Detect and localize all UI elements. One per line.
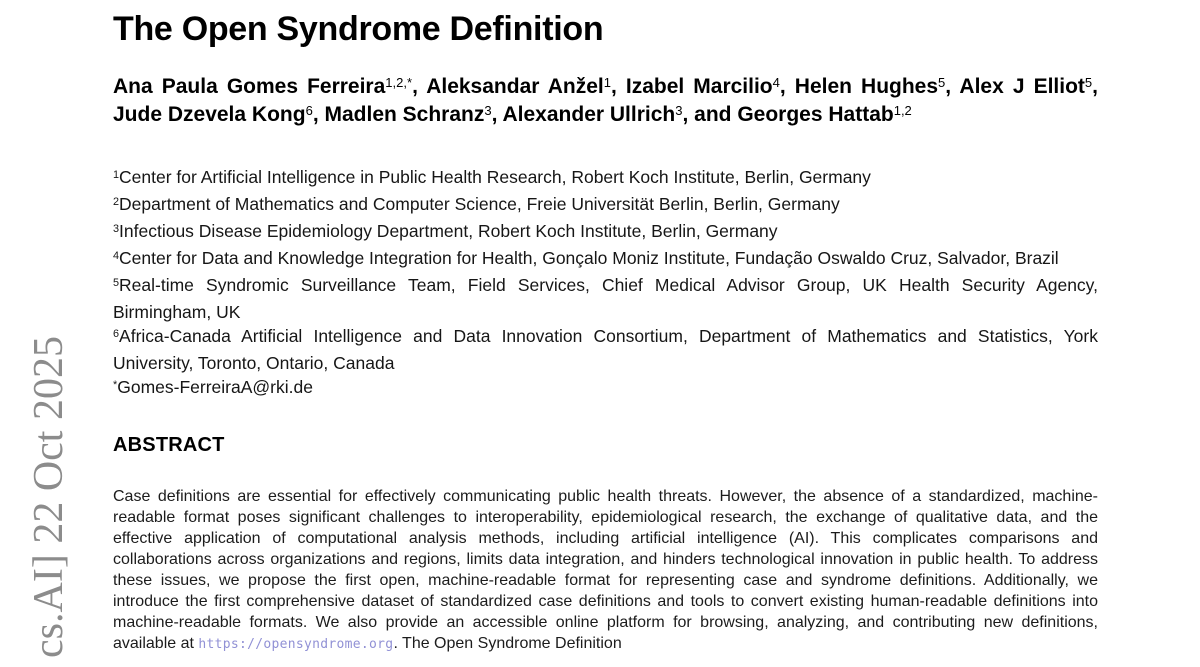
author-affiliation-superscript: 3 <box>675 102 683 118</box>
affiliation-item <box>113 324 1098 375</box>
paper-title: The Open Syndrome Definition <box>113 10 604 48</box>
abstract-text: Case definitions are essential for effectively communicating public health threats. However, the absence of a standardized, machine-readable format poses significant challenges to interoperability, epidemiological research, the exchange of qualitative data, and the effective application of computational analysis methods, including artificial intelligence (AI). This complicates comparisons and collaborations across organizations and regions, limits data integration, and hinders technological innovation in public health. To address these issues, we propose the first open, machine-readable format for representing case and syndrome definitions. Additionally, we introduce the first comprehensive dataset of standardized case definitions and tools to convert existing human-readable definitions into machine-readable formats. We also provide an accessible online platform for browsing, analyzing, and contributing new definitions, available at <box>113 488 1098 652</box>
affiliation-text: Center for Artificial Intelligence in Public Health Research, Robert Koch Institute, Berlin, Germany <box>119 167 871 187</box>
author-affiliation-superscript: 4 <box>772 74 780 90</box>
author-affiliation-superscript: 6 <box>305 102 313 118</box>
affiliation-number: 1 <box>113 168 120 181</box>
author-line <box>113 74 1098 130</box>
affiliation-item <box>113 165 1098 192</box>
abstract-text: . The Open Syndrome Definition <box>393 635 622 652</box>
affiliation-number: 4 <box>113 249 120 262</box>
author-name: , and Georges Hattab <box>682 103 894 126</box>
abstract-heading: ABSTRACT <box>113 434 225 456</box>
affiliation-text: Africa-Canada Artificial Intelligence and Data Innovation Consortium, Department of Mathematics and Statistics, York University, Toronto, Ontario, Canada <box>113 326 1098 373</box>
affiliation-item <box>113 219 1098 246</box>
author-affiliation-superscript: 1 <box>603 74 611 90</box>
affiliation-list <box>113 165 1098 402</box>
author-name: , Aleksandar Anžel <box>412 75 604 98</box>
affiliation-item <box>113 273 1098 324</box>
author-affiliation-superscript: 5 <box>938 74 946 90</box>
author-name: , Jude Dzevela Kong <box>113 75 1098 126</box>
author-name: , Helen Hughes <box>779 75 939 98</box>
contact-email: Gomes-FerreiraA@rki.de <box>117 377 313 397</box>
affiliation-number: 3 <box>113 222 120 235</box>
paper-page <box>113 0 1098 655</box>
affiliation-text: Department of Mathematics and Computer Science, Freie Universität Berlin, Berlin, Germany <box>119 194 840 214</box>
author-name: , Alex J Elliot <box>945 75 1085 98</box>
author-name: , Madlen Schranz <box>312 103 485 126</box>
arxiv-watermark: cs.AI] 22 Oct 2025 <box>26 336 72 658</box>
affiliation-number: 6 <box>113 327 120 340</box>
opensyndrome-url-link[interactable]: https://opensyndrome.org <box>198 637 394 652</box>
contact-email-line <box>113 375 1098 402</box>
author-affiliation-superscript: 1,2 <box>893 102 912 118</box>
contact-asterisk: * <box>113 378 118 391</box>
affiliation-number: 5 <box>113 276 120 289</box>
author-affiliation-superscript: 1,2,* <box>385 74 413 90</box>
affiliation-text: Infectious Disease Epidemiology Department, Robert Koch Institute, Berlin, Germany <box>119 221 778 241</box>
affiliation-text: Real-time Syndromic Surveillance Team, Field Services, Chief Medical Advisor Group, UK Health Security Agency, Birmingham, UK <box>113 275 1098 322</box>
author-name: , Alexander Ullrich <box>491 103 676 126</box>
author-affiliation-superscript: 3 <box>484 102 492 118</box>
author-name: Ana Paula Gomes Ferreira <box>113 75 386 98</box>
affiliation-item <box>113 246 1098 273</box>
abstract-paragraph <box>113 486 1098 655</box>
affiliation-text: Center for Data and Knowledge Integration for Health, Gonçalo Moniz Institute, Fundação Oswaldo Cruz, Salvador, Brazil <box>119 248 1059 268</box>
author-affiliation-superscript: 5 <box>1084 74 1093 90</box>
author-name: , Izabel Marcilio <box>610 75 773 98</box>
affiliation-number: 2 <box>113 195 120 208</box>
affiliation-item <box>113 192 1098 219</box>
